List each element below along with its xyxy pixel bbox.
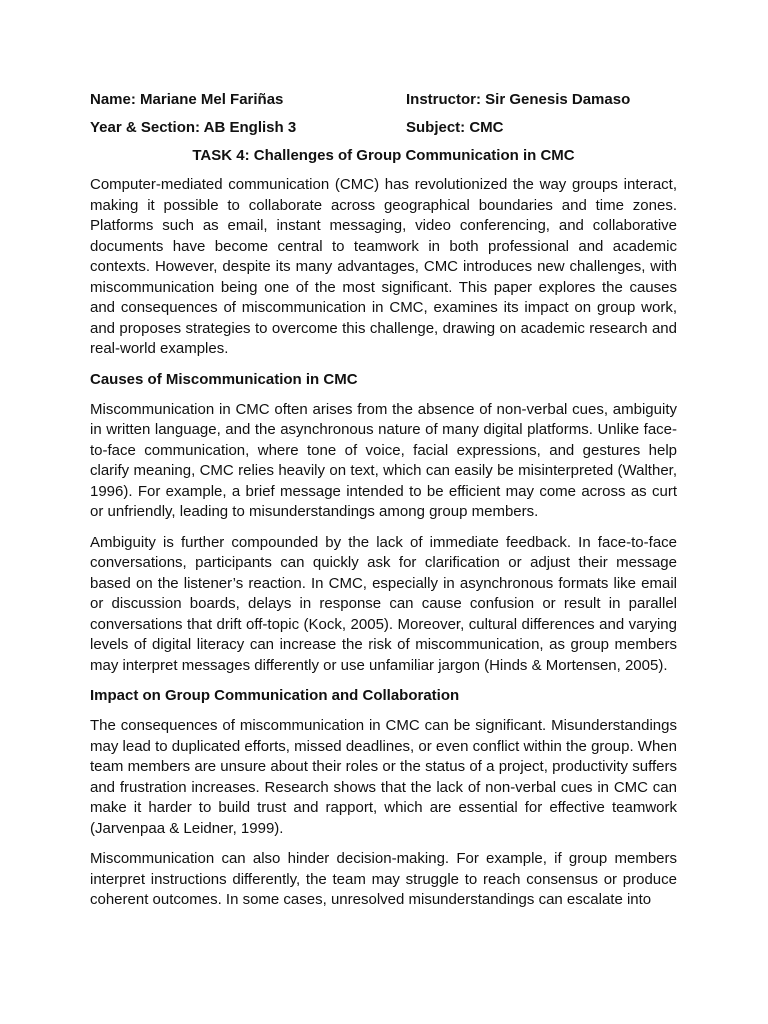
impact-paragraph-2: Miscommunication can also hinder decision-making. For example, if group members interpret instructions differently, the team may struggle to reach consensus or produce coherent outcomes. In some cases, unresolved misunderstandings can escalate into (90, 850, 677, 908)
task-title: TASK 4: Challenges of Group Communication in CMC (192, 147, 575, 164)
document-page (90, 90, 677, 921)
header-row-1 (90, 90, 677, 110)
instructor-name: Instructor: Sir Genesis Damaso (406, 91, 631, 108)
impact-paragraph-1: The consequences of miscommunication in CMC can be significant. Misunderstandings may lead to duplicated efforts, missed deadlines, or even conflict within the group. When team members are unsure about their roles or the status of a project, productivity suffers and frustration increases. Research shows that the lack of non-verbal cues in CMC can make it harder to build trust and rapport, which are essential for effective teamwork (Jarvenpaa & Leidner, 1999). (90, 717, 677, 837)
intro-paragraph: Computer-mediated communication (CMC) has revolutionized the way groups interact, making it possible to collaborate across geographical boundaries and time zones. Platforms such as email, instant messaging, video conferencing, and collaborative documents have become central to teamwork in both professional and academic contexts. However, despite its many advantages, CMC introduces new challenges, with miscommunication being one of the most significant. This paper explores the causes and consequences of miscommunication in CMC, examines its impact on group work, and proposes strategies to overcome this challenge, drawing on academic research and real-world examples. (90, 176, 677, 357)
subject: Subject: CMC (406, 119, 504, 136)
student-name: Name: Mariane Mel Fariñas (90, 91, 284, 108)
header-row-2 (90, 118, 677, 138)
causes-paragraph-1: Miscommunication in CMC often arises from the absence of non-verbal cues, ambiguity in written language, and the asynchronous nature of many digital platforms. Unlike face-to-face communication, where tone of voice, facial expressions, and gestures help clarify meaning, CMC relies heavily on text, which can easily be misinterpreted (Walther, 1996). For example, a brief message intended to be efficient may come across as curt or unfriendly, leading to misunderstandings among group members. (90, 400, 677, 520)
section-heading-causes: Causes of Miscommunication in CMC (90, 370, 358, 388)
section-heading-impact: Impact on Group Communication and Collaboration (90, 687, 460, 704)
year-section: Year & Section: AB English 3 (90, 119, 297, 136)
causes-paragraph-2: Ambiguity is further compounded by the lack of immediate feedback. In face-to-face conversations, participants can quickly ask for clarification or adjust their message based on the listener’s reaction. In CMC, especially in asynchronous formats like email or discussion boards, delays in response can cause confusion or result in parallel conversations that drift off-topic (Kock, 2005). Moreover, cultural differences and varying levels of digital literacy can increase the risk of miscommunication, as group members may interpret messages differently or use unfamiliar jargon (Hinds & Mortensen, 2005). (90, 533, 677, 674)
